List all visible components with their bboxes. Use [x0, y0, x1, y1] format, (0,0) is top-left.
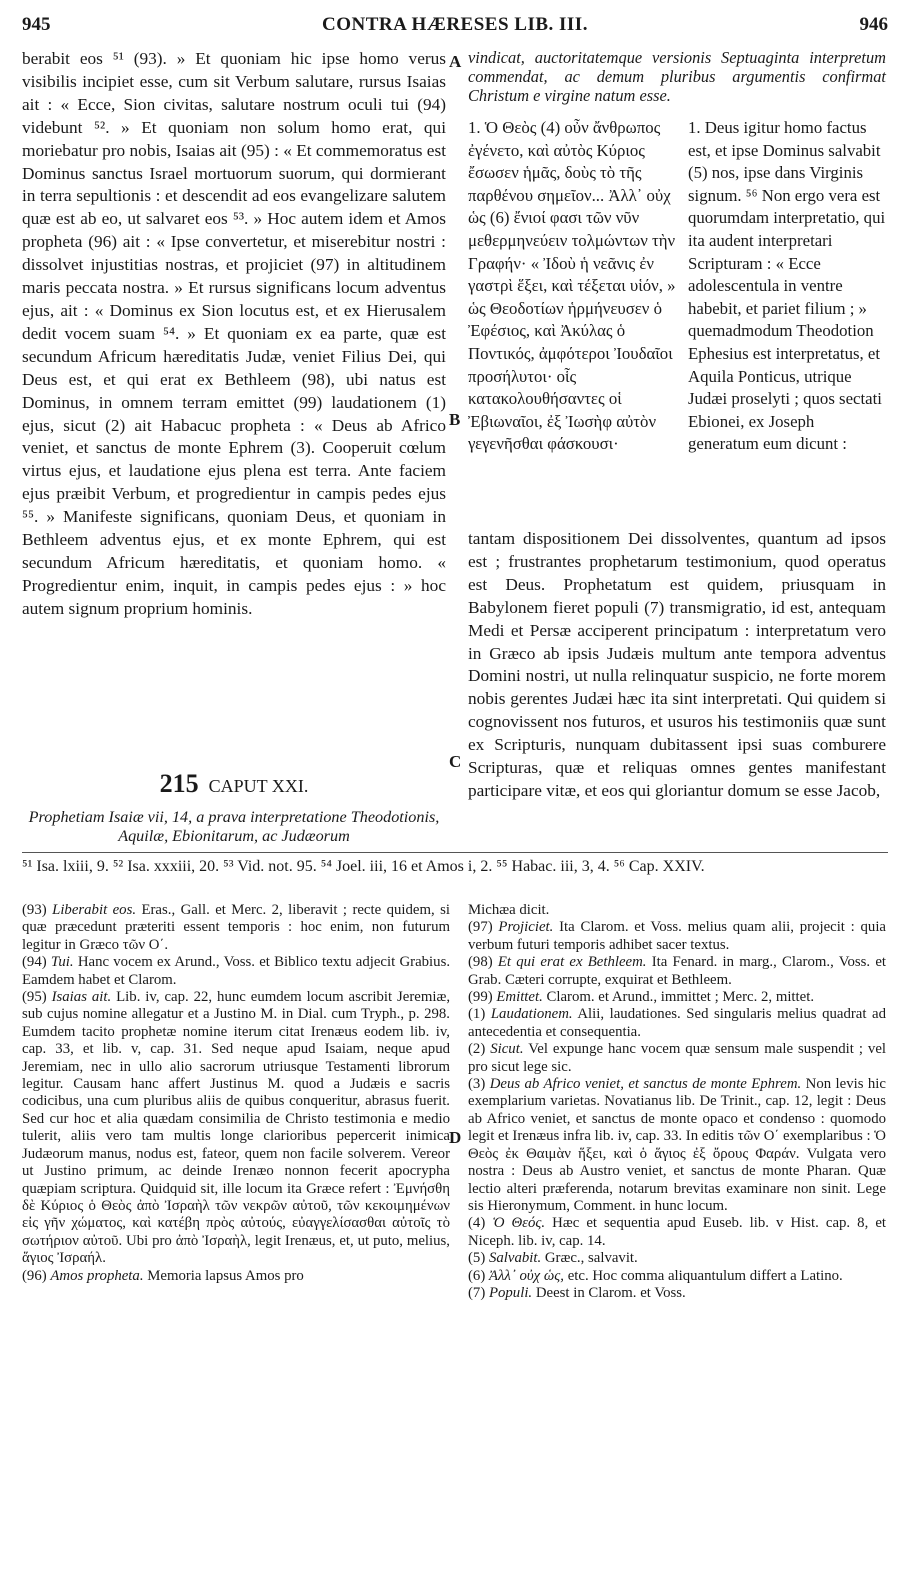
footnote-mark: (3): [468, 1076, 486, 1093]
footnote-lemma: Deus ab Africo veniet, et sanctus de monte Ephrem.: [489, 1076, 802, 1093]
footnote-text: Alii, laudationes. Sed singularis melius quadrat ad antecedentia et consequentia.: [468, 1006, 886, 1040]
scripture-references: ⁵¹ Isa. lxiii, 9. ⁵² Isa. xxxiii, 20. ⁵³ Vid. not. 95. ⁵⁴ Joel. iii, 16 et Amos i, 2. ⁵⁵ Habac. iii, 3, 4. ⁵⁶ Cap. XXIV.: [22, 858, 705, 875]
margin-mark-d: D: [449, 1128, 462, 1147]
footnote: [468, 902, 886, 919]
chapter-label: CAPUT XXI.: [208, 776, 309, 796]
footnote-lemma: Projiciet.: [498, 919, 554, 936]
footnote: [468, 1250, 886, 1267]
chapter-summary-continued: vindicat, auctoritatemque versionis Septuaginta interpretum commendat, ac demum pluribus argumentis confirmat Christum e virgine natum esse.: [468, 48, 886, 105]
footnote-mark: (6): [468, 1267, 486, 1284]
footnote-text: Ita Fenard. in marg., Clarom., Voss. et Grab. Cæteri corrupte, exquirat et Bethleem.: [468, 954, 887, 988]
footnote: [468, 1268, 886, 1285]
page-header: [22, 14, 888, 40]
footnote-mark: (5): [468, 1250, 486, 1267]
footnote: [22, 1268, 450, 1285]
chapter-summary: Prophetiam Isaiæ vii, 14, a prava interpretatione Theodotionis, Aquilæ, Ebionitarum, ac Judæorum: [28, 808, 440, 845]
footnote-lemma: Tui.: [50, 954, 74, 971]
footnote-lemma: Ἀλλ᾽ οὐχ ὡς,: [488, 1267, 565, 1284]
footnote-text: Clarom. et Arund., immittet ; Merc. 2, mittet.: [546, 989, 815, 1006]
running-title: CONTRA HÆRESES LIB. III.: [322, 14, 588, 35]
footnote-mark: (97): [468, 919, 493, 936]
footnote-lemma: Salvabit.: [488, 1250, 542, 1267]
footnote-mark: (7): [468, 1284, 486, 1301]
notes-left-column: [22, 902, 450, 1285]
footnote: [468, 1041, 886, 1076]
footnote: [468, 919, 886, 954]
footnote-mark: (95): [22, 989, 47, 1006]
footnote-lemma: Ὁ Θεός.: [492, 1215, 546, 1232]
margin-mark-c: C: [449, 752, 462, 771]
footnote-mark: (99): [468, 989, 493, 1006]
footnote-text: Lib. iv, cap. 22, hunc eumdem locum ascribit Jeremiæ, sub cujus nomine allegatur et a Justino M. in Dial. cum Tryph., p. 298. Eumdem tacito prophetæ nomine iterum citat Irenæus eodem lib. iv, cap. 33, et lib. v, cap. 31. Sed neque apud Isaiam, neque apud Jeremiam, nec in ullo alio sacrorum utriusque Testamenti librorum legitur. Causam hanc affert Justinus M. quod a Judæis e sacris codicibus, una cum pluribus aliis de quibus conqueritur, abrasus fuerit. Sed cur hoc et alia quædam consimilia de Christo testimonia e medio tulerit, aliis vero tam multis longe clarioribus pepercerit inimica Judæorum manus, nodus est, fateor, quem non facile solverem. Vereor ut Justino primum, ac deinde Irenæo nonnon fecerit apocrypha quæpiam scriptura. Quidquid sit, ille locum ita Græce refert : Ἐμνήσθη δὲ Κύριος ὁ Θεὸς ἀπὸ Ἰσραὴλ τῶν νεκρῶν αὐτοῦ, τῶν κεκοιμημένων εἰς γῆν χώματος, καὶ κατέβη πρὸς αὐτούς, εὐαγγελίσασθαι αὐτοῖς τὸ σωτήριον αὐτοῦ. Ubi pro ἀπὸ Ἰσραὴλ, legit Irenæus, et, ut puto, melius, ἅγιος Ἰσραήλ.: [22, 989, 451, 1267]
margin-mark-b: B: [449, 410, 461, 429]
footnote-lemma: Et qui erat ex Bethleem.: [497, 954, 647, 971]
margin-mark-a: A: [449, 52, 462, 71]
footnote: [468, 1215, 886, 1250]
footnote-text: Ita Clarom. et Voss. melius quam alii, projecit : quia verbum futuri temporis adhibet sacer textus.: [468, 919, 886, 953]
footnote-lemma: Sicut.: [490, 1041, 524, 1058]
footnote-lemma: Liberabit eos.: [52, 902, 137, 918]
greek-text-column: 1. Ὁ Θεὸς (4) οὖν ἄνθρωπος ἐγένετο, καὶ αὐτὸς Κύριος ἔσωσεν ἡμᾶς, δοὺς τὸ τῆς παρθένου σημεῖον... Ἀλλ᾽ οὐχ ὡς (6) ἔνιοί φασι τῶν νῦν μεθερμηνεύειν τολμώντων τὴν Γραφήν· « Ἰδοὺ ἡ νεᾶνις ἐν γαστρὶ ἕξει, καὶ τέξεται υἱόν, » ὡς Θεοδοτίων ἡρμήνευσεν ὁ Ἐφέσιος, καὶ Ἀκύλας ὁ Ποντικός, ἀμφότεροι Ἰουδαῖοι προσήλυτοι· οἷς κατακολουθήσαντες οἱ Ἐβιωναῖοι, ἐξ Ἰωσὴφ αὐτὸν γεγενῆσθαι φάσκουσι·: [468, 118, 676, 454]
footnote: [468, 1285, 886, 1302]
footnote-text: Eras., Gall. et Merc. 2, liberavit ; recte quidem, si quæ præcedunt præteriti essent temporis : hoc enim, non futurum legitur in Græco τῶν Ο΄.: [22, 902, 450, 953]
right-column-text: tantam dispositionem Dei dissolventes, quantum ad ipsos est ; frustrantes prophetarum testimonium, quod operatus est Deus. Prophetatum est quidem, priusquam in Babylonem fieret populi (7) transmigratio, id est, antequam Medi et Persæ acciperent principatum : interpretatum vero in Græco ab ipsis Judæis multum ante tempora adventus Domini nostri, ut nulla relinquatur suspicio, ne forte morem nobis gerentes Judæi hæc ita sint interpretati. Qui quidem si cognovissent nos futuros, et usuros his testimoniis quæ sunt ex Scripturis, nunquam dubitassent ipsi suas comburere Scripturas, quæ et reliquas omnes gentes manifestant participare vitæ, et eos qui gloriantur domum se esse Jacob,: [468, 529, 886, 800]
footnote-text: Non levis hic exemplarium varietas. Novatianus lib. De Trinit., cap. 12, legit : Deus ab Africo veniet, et sanctus de monte opaco et condenso : quomodo legit et Irenæus infra lib. iv, cap. 33. In editis τῶν Ο΄ exemplaribus : Ὁ Θεὸς ἐκ Θαιμὰν ἥξει, καὶ ὁ ἅγιος ἐξ ὄρους Φαράν. Vulgata vero nostra : Deus ab Austro veniet, et sanctus de monte Pharan. Quæ lectio alteri præferenda, notarum brevitas examinare non sinit. Lege sis Hieronymum, Comment. in hunc locum.: [468, 1076, 886, 1214]
chapter-number: 215: [159, 769, 199, 798]
footnote-text: Memoria lapsus Amos pro: [147, 1267, 304, 1284]
footnote-lemma: Emittet.: [496, 989, 543, 1006]
footnote-text: etc. Hoc comma aliquantulum differt a Latino.: [567, 1267, 843, 1284]
footnote-text: Hanc vocem ex Arund., Voss. et Biblico textu adjecit Grabius. Eamdem habet et Clarom.: [22, 954, 451, 988]
footnote-text: Hæc et sequentia apud Euseb. lib. v Hist. cap. 8, et Niceph. lib. iv, cap. 14.: [468, 1215, 886, 1249]
notes-right-column: [468, 902, 886, 1302]
footnote-mark: (2): [468, 1041, 486, 1058]
footnote-lemma: Isaias ait.: [51, 989, 112, 1006]
footnote-divider: [22, 852, 888, 853]
footnote: [468, 989, 886, 1006]
footnote-mark: (1): [468, 1006, 486, 1023]
footnote-text: Vel expunge hanc vocem quæ sensum male suspendit ; vel pro sicut lege sic.: [468, 1041, 887, 1075]
footnote-lemma: Laudationem.: [490, 1006, 573, 1023]
footnote-mark: (94): [22, 954, 47, 971]
footnote: [468, 1006, 886, 1041]
chapter-heading: [22, 769, 446, 799]
footnote-mark: (93): [22, 902, 47, 918]
left-column-paragraph: berabit eos ⁵¹ (93). » Et quoniam hic ipse homo verus visibilis incipiet esse, cum sit Verbum salutare, rursus Isaias ait : « Ecce, Sion civitas, salutare nostrum oculi tui (94) videbunt ⁵². » Et quoniam non solum homo erat, qui moriebatur pro nobis, Isaias ait (95) : « Et commemoratus est Dominus sanctus Israel mortuorum suorum, qui dormierant in terra sepultionis : et descendit ad eos evangelizare salutem quæ est ab eo, ut salvaret eos ⁵³. » Hoc autem idem et Amos propheta (96) ait : « Ipse convertetur, et miserebitur nostri : dissolvet injustitias nostras, et projiciet (97) in altitudinem maris peccata nostra. » Et rursus significans locum adventus ejus, ait : « Dominus ex Sion locutus est, et ex Hierusalem dedit vocem suam ⁵⁴. » Et quoniam ex ea parte, quæ est secundum Africum hæreditatis Judæ, veniet Filius Dei, qui Deus est, et qui erat ex Bethleem (98), ubi natus est Dominus, in omnem terram emittet (99) laudationem (1) ejus, sicut (2) ait Habacuc propheta : « Deus ab Africo veniet, et sanctus de monte Ephrem (3). Cooperuit cœlum virtus ejus, et laudatione ejus plena est terra. Ante faciem ejus præibit Verbum, et progredientur in campis pedes ejus ⁵⁵. » Manifeste significans, quoniam Deus, et quoniam in Bethleem adventus ejus, et ex monte Ephrem, qui est secundum Africum hæreditatis, et quoniam homo. « Progredientur enim, inquit, in campis pedes ejus : » hoc autem signum proprium hominis.: [22, 49, 446, 618]
footnote-text: Græc., salvavit.: [544, 1250, 638, 1267]
footnote: [468, 954, 886, 989]
footnote: [468, 1076, 886, 1215]
footnote: [22, 902, 450, 954]
left-column-text: [22, 48, 446, 621]
footnote-mark: (4): [468, 1215, 486, 1232]
footnote-mark: (96): [22, 1267, 47, 1284]
footnote-lemma: Populi.: [488, 1284, 533, 1301]
page-number-left: 945: [22, 14, 51, 35]
footnote: [22, 989, 450, 1268]
footnote: [22, 954, 450, 989]
footnote-mark: (98): [468, 954, 493, 971]
page-number-right: 946: [859, 14, 888, 35]
footnote-text: Deest in Clarom. et Voss.: [535, 1284, 686, 1301]
latin-text-column: 1. Deus igitur homo factus est, et ipse Dominus salvabit (5) nos, ipse dans Virginis signum. ⁵⁶ Non ergo vera est quorumdam interpretatio, qui ita audent interpretari Scripturam : « Ecce adolescentula in ventre habebit, et pariet filium ; » quemadmodum Theodotion Ephesius est interpretatus, et Aquila Ponticus, utrique Judæi proselyti ; quos sectati Ebionei, ex Joseph generatum eum dicunt :: [688, 118, 886, 454]
footnote-text: Michæa dicit.: [468, 902, 550, 918]
footnote-lemma: Amos propheta.: [50, 1267, 144, 1284]
